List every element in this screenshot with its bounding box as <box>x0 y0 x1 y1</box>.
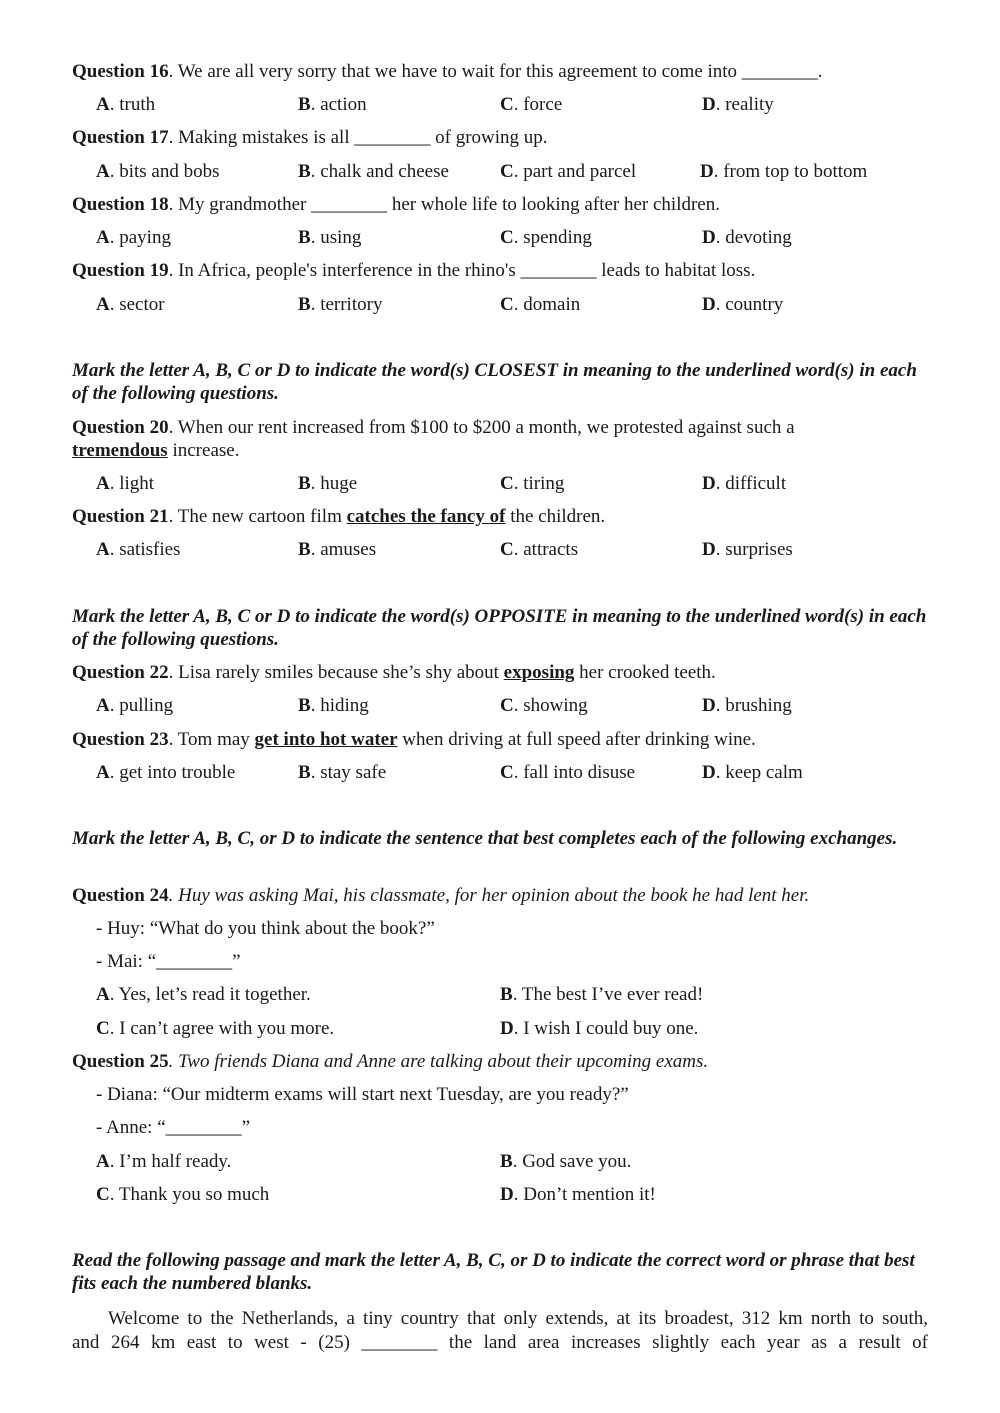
q18-option-b[interactable]: B. using <box>298 227 362 248</box>
dialogue-line: - Huy: “What do you think about the book?” <box>96 918 435 939</box>
instruction-exchanges: Mark the letter A, B, C, or D to indicate the sentence that best completes each of the following exchanges. <box>72 828 898 849</box>
q16-option-a[interactable]: A. truth <box>96 94 156 115</box>
q23-option-c[interactable]: C. fall into disuse <box>500 762 636 783</box>
q21-option-d[interactable]: D. surprises <box>702 539 793 560</box>
dialogue-line: - Mai: “________” <box>96 951 241 972</box>
underlined-word: exposing <box>503 662 575 683</box>
q17-option-b[interactable]: B. chalk and cheese <box>298 161 449 182</box>
q24-option-a[interactable]: A. Yes, let’s read it together. <box>96 984 311 1005</box>
q16-option-c[interactable]: C. force <box>500 94 563 115</box>
q19-option-a[interactable]: A. sector <box>96 294 165 315</box>
underlined-phrase: get into hot water <box>254 729 398 750</box>
dialogue-line: - Diana: “Our midterm exams will start next Tuesday, are you ready?” <box>96 1084 629 1105</box>
question-20-cont: tremendous increase. <box>72 440 240 461</box>
q23-option-d[interactable]: D. keep calm <box>702 762 803 783</box>
dialogue-line: - Anne: “________” <box>96 1117 251 1138</box>
q22-option-b[interactable]: B. hiding <box>298 695 369 716</box>
q23-option-b[interactable]: B. stay safe <box>298 762 387 783</box>
q23-option-a[interactable]: A. get into trouble <box>96 762 236 783</box>
q20-option-a[interactable]: A. light <box>96 473 155 494</box>
passage-line-1: Welcome to the Netherlands, a tiny country that only extends, at its broadest, 312 km north to south, <box>108 1308 928 1329</box>
q24-option-d[interactable]: D. I wish I could buy one. <box>500 1018 699 1039</box>
q16-option-d[interactable]: D. reality <box>702 94 774 115</box>
q22-option-a[interactable]: A. pulling <box>96 695 174 716</box>
underlined-phrase: catches the fancy of <box>346 506 506 527</box>
q17-option-d[interactable]: D. from top to bottom <box>700 161 868 182</box>
q18-option-d[interactable]: D. devoting <box>702 227 792 248</box>
q19-option-c[interactable]: C. domain <box>500 294 581 315</box>
q17-option-a[interactable]: A. bits and bobs <box>96 161 220 182</box>
q22-option-d[interactable]: D. brushing <box>702 695 792 716</box>
question-16: Question 16. We are all very sorry that we have to wait for this agreement to come into ________. <box>72 61 823 82</box>
q25-option-c[interactable]: C. Thank you so much <box>96 1184 270 1205</box>
instruction-passage: Read the following passage and mark the letter A, B, C, or D to indicate the correct word or phrase that best fits each the numbered blanks. <box>72 1250 915 1294</box>
question-17: Question 17. Making mistakes is all ________ of growing up. <box>72 127 548 148</box>
question-22: Question 22. Lisa rarely smiles because she’s shy about exposing her crooked teeth. <box>72 662 716 683</box>
q19-option-b[interactable]: B. territory <box>298 294 383 315</box>
question-23: Question 23. Tom may get into hot water when driving at full speed after drinking wine. <box>72 729 756 750</box>
q21-option-b[interactable]: B. amuses <box>298 539 377 560</box>
question-25: Question 25. Two friends Diana and Anne are talking about their upcoming exams. <box>72 1051 709 1072</box>
question-19: Question 19. In Africa, people's interference in the rhino's ________ leads to habitat loss. <box>72 260 756 281</box>
q20-option-d[interactable]: D. difficult <box>702 473 787 494</box>
question-24: Question 24. Huy was asking Mai, his classmate, for her opinion about the book he had lent her. <box>72 885 810 906</box>
question-20: Question 20. When our rent increased from $100 to $200 a month, we protested against such a <box>72 417 795 438</box>
q18-option-a[interactable]: A. paying <box>96 227 171 248</box>
q25-option-b[interactable]: B. God save you. <box>500 1151 632 1172</box>
q16-option-b[interactable]: B. action <box>298 94 367 115</box>
q21-option-a[interactable]: A. satisfies <box>96 539 181 560</box>
q18-option-c[interactable]: C. spending <box>500 227 592 248</box>
underlined-word: tremendous <box>72 440 168 461</box>
q20-option-b[interactable]: B. huge <box>298 473 358 494</box>
q24-option-b[interactable]: B. The best I’ve ever read! <box>500 984 704 1005</box>
instruction-opposite: Mark the letter A, B, C or D to indicate the word(s) OPPOSITE in meaning to the underlined word(s) in each of the following questions. <box>72 606 927 650</box>
q25-option-d[interactable]: D. Don’t mention it! <box>500 1184 656 1205</box>
passage-line-2: and 264 km east to west - (25) ________ the land area increases slightly each year as a result of <box>72 1332 928 1353</box>
q24-option-c[interactable]: C. I can’t agree with you more. <box>96 1018 335 1039</box>
question-21: Question 21. The new cartoon film catches the fancy of the children. <box>72 506 606 527</box>
question-18: Question 18. My grandmother ________ her whole life to looking after her children. <box>72 194 720 215</box>
q17-option-c[interactable]: C. part and parcel <box>500 161 637 182</box>
q20-option-c[interactable]: C. tiring <box>500 473 565 494</box>
q19-option-d[interactable]: D. country <box>702 294 784 315</box>
q22-option-c[interactable]: C. showing <box>500 695 588 716</box>
instruction-closest: Mark the letter A, B, C or D to indicate the word(s) CLOSEST in meaning to the underlined word(s) in each of the following questions. <box>72 360 917 404</box>
q21-option-c[interactable]: C. attracts <box>500 539 579 560</box>
q25-option-a[interactable]: A. I’m half ready. <box>96 1151 232 1172</box>
